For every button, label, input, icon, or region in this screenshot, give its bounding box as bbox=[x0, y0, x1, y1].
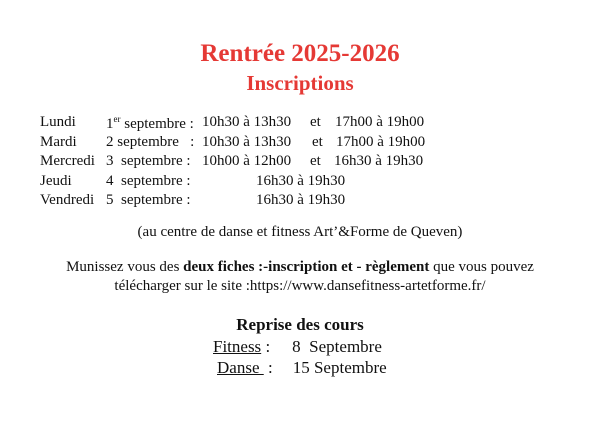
schedule-slot-2: 16h30 à 19h30 bbox=[334, 153, 424, 169]
date-number: 3 bbox=[106, 153, 114, 169]
reprise-item-fitness bbox=[213, 337, 382, 357]
reprise-date: 15 Septembre bbox=[292, 358, 387, 377]
schedule-slot-2: 17h00 à 19h00 bbox=[335, 114, 425, 130]
schedule-slot-1: 10h00 à 12h00 bbox=[202, 153, 292, 169]
schedule-day: Jeudi bbox=[40, 172, 72, 189]
venue-note: (au centre de danse et fitness Art’&Forme de Queven) bbox=[137, 224, 463, 240]
schedule-day: Lundi bbox=[40, 114, 76, 130]
reprise-label: Fitness bbox=[213, 337, 262, 356]
forms-note-bold: deux fiches :-inscription et - règlement bbox=[183, 259, 430, 275]
date-rest: septembre : bbox=[113, 172, 191, 189]
date-ordinal: er bbox=[113, 114, 121, 124]
date-number: 2 bbox=[106, 133, 114, 150]
schedule-date bbox=[106, 192, 191, 209]
forms-note-url-line: télécharger sur le site :https://www.dansefitness-artetforme.fr/ bbox=[114, 278, 486, 294]
date-number: 4 bbox=[106, 172, 114, 189]
reprise-sep: : bbox=[261, 337, 271, 356]
date-rest: septembre : bbox=[120, 116, 194, 132]
reprise-item-danse bbox=[217, 358, 387, 378]
date-number: 5 bbox=[106, 192, 114, 208]
schedule-slot-2: 16h30 à 19h30 bbox=[256, 192, 346, 208]
schedule-date bbox=[106, 173, 191, 190]
date-number: 1 bbox=[106, 116, 114, 132]
forms-note bbox=[0, 258, 600, 296]
page-title: Rentrée 2025-2026 bbox=[200, 40, 400, 67]
schedule-sep: et bbox=[312, 133, 323, 150]
date-rest: septembre : bbox=[113, 192, 191, 208]
reprise-date: 8 Septembre bbox=[292, 337, 382, 356]
schedule-slot-1: 10h30 à 13h30 bbox=[202, 133, 292, 150]
schedule-date bbox=[106, 134, 194, 151]
forms-note-post: que vous pouvez bbox=[429, 259, 534, 275]
schedule-date bbox=[106, 114, 194, 133]
forms-note-pre: Munissez vous des bbox=[66, 259, 184, 275]
schedule-slot-2: 16h30 à 19h30 bbox=[256, 172, 346, 189]
schedule-day: Mardi bbox=[40, 133, 77, 150]
schedule-day: Vendredi bbox=[40, 192, 95, 208]
schedule-day: Mercredi bbox=[40, 153, 95, 169]
schedule-sep: et bbox=[310, 114, 321, 130]
schedule-slot-2: 17h00 à 19h00 bbox=[336, 133, 426, 150]
reprise-title: Reprise des cours bbox=[236, 315, 364, 334]
schedule-sep: et bbox=[310, 153, 321, 169]
schedule-slot-1: 10h30 à 13h30 bbox=[202, 114, 292, 130]
date-rest: septembre : bbox=[113, 133, 195, 150]
reprise-label: Danse bbox=[217, 358, 264, 377]
reprise-sep: : bbox=[263, 358, 273, 377]
page-subtitle: Inscriptions bbox=[246, 71, 354, 95]
date-rest: septembre : bbox=[113, 153, 191, 169]
schedule-date bbox=[106, 153, 191, 170]
